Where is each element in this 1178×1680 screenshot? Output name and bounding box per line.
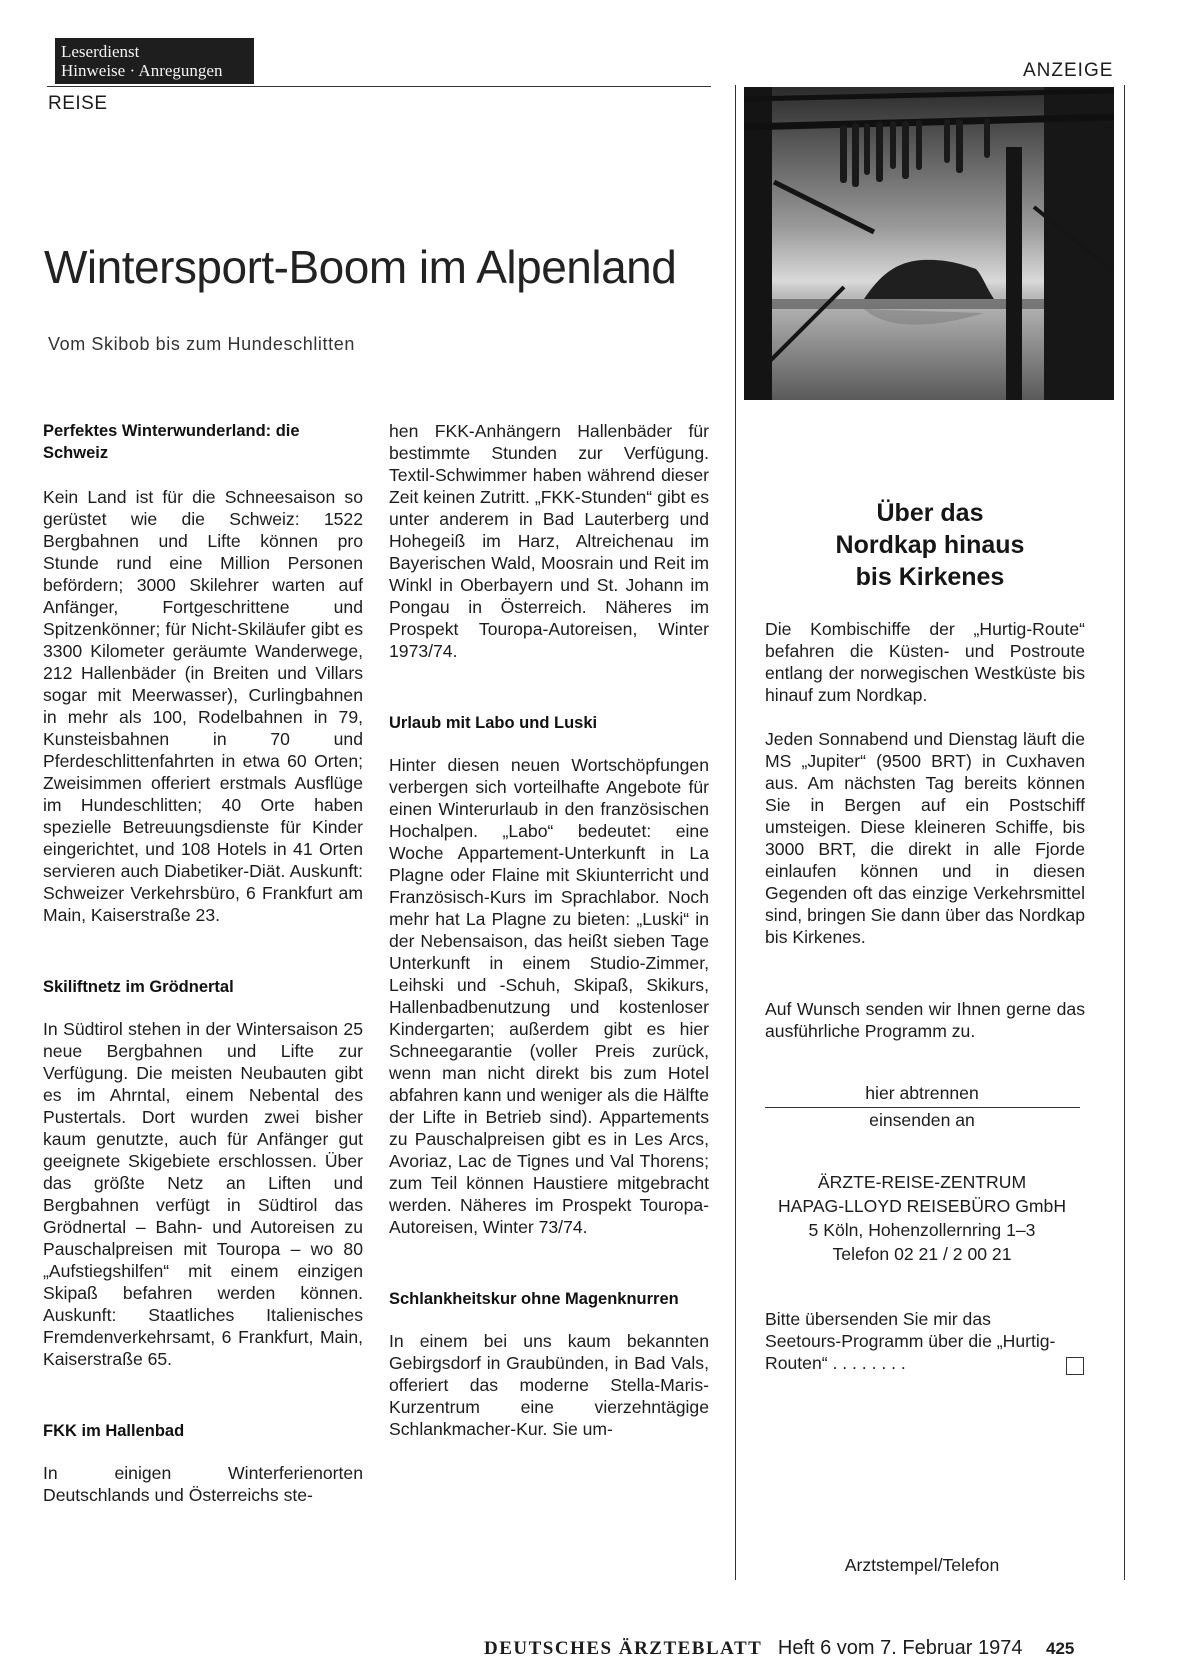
section-label: REISE xyxy=(48,93,108,114)
paragraph-schweiz: Kein Land ist für die Schneesaison so gerüstet wie die Schweiz: 1522 Bergbahnen und Lifte können pro Stunde rund eine Million Personen befördern; 3000 Skilehrer warten auf Anfänger, Fortgeschrittene und Spitzenkönner; für Nicht-Skiläufer gibt es 3300 Kilometer geräumte Wanderwege, 212 Hallenbäder (in Breiten und Villars sogar mit Meerwasser), Curlingbahnen in mehr als 100, Rodelbahnen in 79, Kunsteisbahnen in 70 und Pferdeschlittenfahrten in etwa 60 Orten; Zweisimmen offeriert erstmals Ausflüge im Hundeschlitten; 40 Orte haben spezielle Betreuungsdienste für Kinder eingerichtet, und 108 Hotels in 41 Orten servieren auch Diabetiker-Diät. Auskunft: Schweizer Verkehrsbüro, 6 Frankfurt am Main, Kaiserstraße 23. xyxy=(43,487,363,925)
ad-paragraph-jupiter: Jeden Sonnabend und Dienstag läuft die MS „Jupiter“ (9500 BRT) in Cuxhaven aus. Am nächsten Tag bereits können Sie in Bergen auf ein Postschiff umsteigen. Diese kleineren Schiffe, bis 3000 BRT, die direkt in alle Fjorde einlaufen können und in diesen Gegenden oft das einzige Verkehrsmittel sind, bringen Sie dann über das Nordkap bis Kirkenes. xyxy=(765,729,1085,947)
paragraph-schlankheitskur: In einem bei uns kaum bekannten Gebirgsdorf in Graubünden, in Bad Vals, offeriert das moderne Stella-Maris-Kurzentrum eine vierzehntägige Schlankmacher-Kur. Sie um- xyxy=(389,1331,709,1439)
leserdienst-badge xyxy=(55,38,254,84)
nordkap-photo xyxy=(744,87,1114,400)
article-title: Wintersport-Boom im Alpenland xyxy=(44,241,677,293)
ad-headline-line-1: Über das xyxy=(876,499,984,527)
stamp-label: Arztstempel/Telefon xyxy=(844,1555,1000,1575)
ad-headline-line-3: bis Kirkenes xyxy=(855,563,1005,591)
ad-headline xyxy=(760,497,1100,593)
heading-winterwunderland: Perfektes Winterwunderland: die Schweiz xyxy=(43,422,300,462)
article-column-1 xyxy=(43,420,363,1506)
order-checkbox[interactable] xyxy=(1066,1357,1084,1375)
paragraph-suedtirol: In Südtirol stehen in der Wintersaison 25 neue Bergbahnen und Lifte zur Verfügung. Die meisten Neubauten gibt es im Ahrntal, einem Nebental des Pustertals. Dort wurden zwei bisher kaum genutzte, auch für Anfänger gut geeignete Skigebiete erschlossen. Über das größte Netz an Liften und Bergbahnen verfügt in Südtirol das Grödnertal – Bahn- und Autoreisen zu Pauschalpreisen mit Touropa – wo 80 „Aufstiegshilfen“ mit einem einzigen Skipaß befahren werden können. Auskunft: Staatliches Italienisches Fremdenverkehrsamt, 6 Frankfurt, Main, Kaiserstraße 65. xyxy=(43,1019,363,1369)
header-rule xyxy=(47,86,711,87)
badge-line-1: Leserdienst xyxy=(61,42,140,61)
address-line-1: ÄRZTE-REISE-ZENTRUM xyxy=(817,1172,1027,1192)
page-number: 425 xyxy=(1046,1639,1075,1658)
send-to-label: einsenden an xyxy=(869,1110,975,1130)
heading-labo-luski: Urlaub mit Labo und Luski xyxy=(389,714,598,732)
address-line-4: Telefon 02 21 / 2 00 21 xyxy=(832,1244,1012,1264)
paragraph-fkk-continued: hen FKK-Anhängern Hallenbäder für bestimmte Stunden zur Verfügung. Textil-Schwimmer haben während dieser Zeit keinen Zutritt. „FKK-Stunden“ gibt es unter anderem in Bad Lauterberg und Hohegeiß im Harz, Altreichenau im Bayerischen Wald, Moosrain und Reit im Winkl in Oberbayern und St. Johann im Pongau in Österreich. Näheres im Prospekt Touropa-Autoreisen, Winter 1973/74. xyxy=(389,421,709,661)
advertisement-label: ANZEIGE xyxy=(1023,60,1114,81)
ad-paragraph-hurtigroute: Die Kombischiffe der „Hurtig-Route“ befahren die Küsten- und Postroute entlang der norwegischen Westküste bis hinauf zum Nordkap. xyxy=(765,619,1085,705)
sender-address xyxy=(752,1170,1092,1266)
badge-line-2: Hinweise · Anregungen xyxy=(61,61,223,80)
heading-groednertal: Skiliftnetz im Grödnertal xyxy=(43,978,234,996)
issue-info: Heft 6 vom 7. Februar 1974 xyxy=(777,1637,1023,1659)
cut-here-label: hier abtrennen xyxy=(865,1083,979,1103)
journal-name: DEUTSCHES ÄRZTEBLATT xyxy=(484,1638,763,1659)
article-subtitle: Vom Skibob bis zum Hundeschlitten xyxy=(48,334,355,354)
heading-schlankheitskur: Schlankheitskur ohne Magenknurren xyxy=(389,1290,679,1308)
order-form-text: Bitte übersenden Sie mir das Seetours-Programm über die „Hurtig-Routen“ . . . . . . . . xyxy=(765,1309,1056,1373)
page-footer xyxy=(484,1637,1074,1660)
address-line-3: 5 Köln, Hohenzollernring 1–3 xyxy=(808,1220,1036,1240)
paragraph-fkk-start: In einigen Winterferienorten Deutschlands und Österreichs ste- xyxy=(43,1463,363,1505)
heading-fkk: FKK im Hallenbad xyxy=(43,1422,185,1440)
paragraph-labo-luski: Hinter diesen neuen Wortschöpfungen verbergen sich vorteilhafte Angebote für einen Winterurlaub in den französischen Hochalpen. „Labo“ bedeutet: eine Woche Appartement-Unterkunft in La Plagne oder Flaine mit Skiunterricht und Französisch-Kurs im Sprachlabor. Noch mehr hat La Plagne zu bieten: „Luski“ in der Nebensaison, das heißt sieben Tage Unterkunft in einem Studio-Zimmer, Leihski und -Schuh, Skipaß, Skikurs, Hallenbadbenutzung und kostenloser Kindergarten; außerdem gibt es hier Schneegarantie (voller Preis zurück, wenn man nicht direkt bis zum Hotel abfahren kann und weniger als die Hälfte der Lifte in Betrieb sind). Appartements zu Pauschalpreisen gibt es in Les Arcs, Avoriaz, Lac de Tignes und Val Thorens; zum Teil können Haustiere mitgebracht werden. Näheres im Prospekt Touropa-Autoreisen, Winter 73/74. xyxy=(389,755,709,1237)
ad-headline-line-2: Nordkap hinaus xyxy=(835,531,1025,559)
address-line-2: HAPAG-LLOYD REISEBÜRO GmbH xyxy=(777,1196,1067,1216)
article-column-2 xyxy=(389,420,709,1440)
ad-paragraph-programm: Auf Wunsch senden wir Ihnen gerne das ausführliche Programm zu. xyxy=(765,999,1085,1041)
